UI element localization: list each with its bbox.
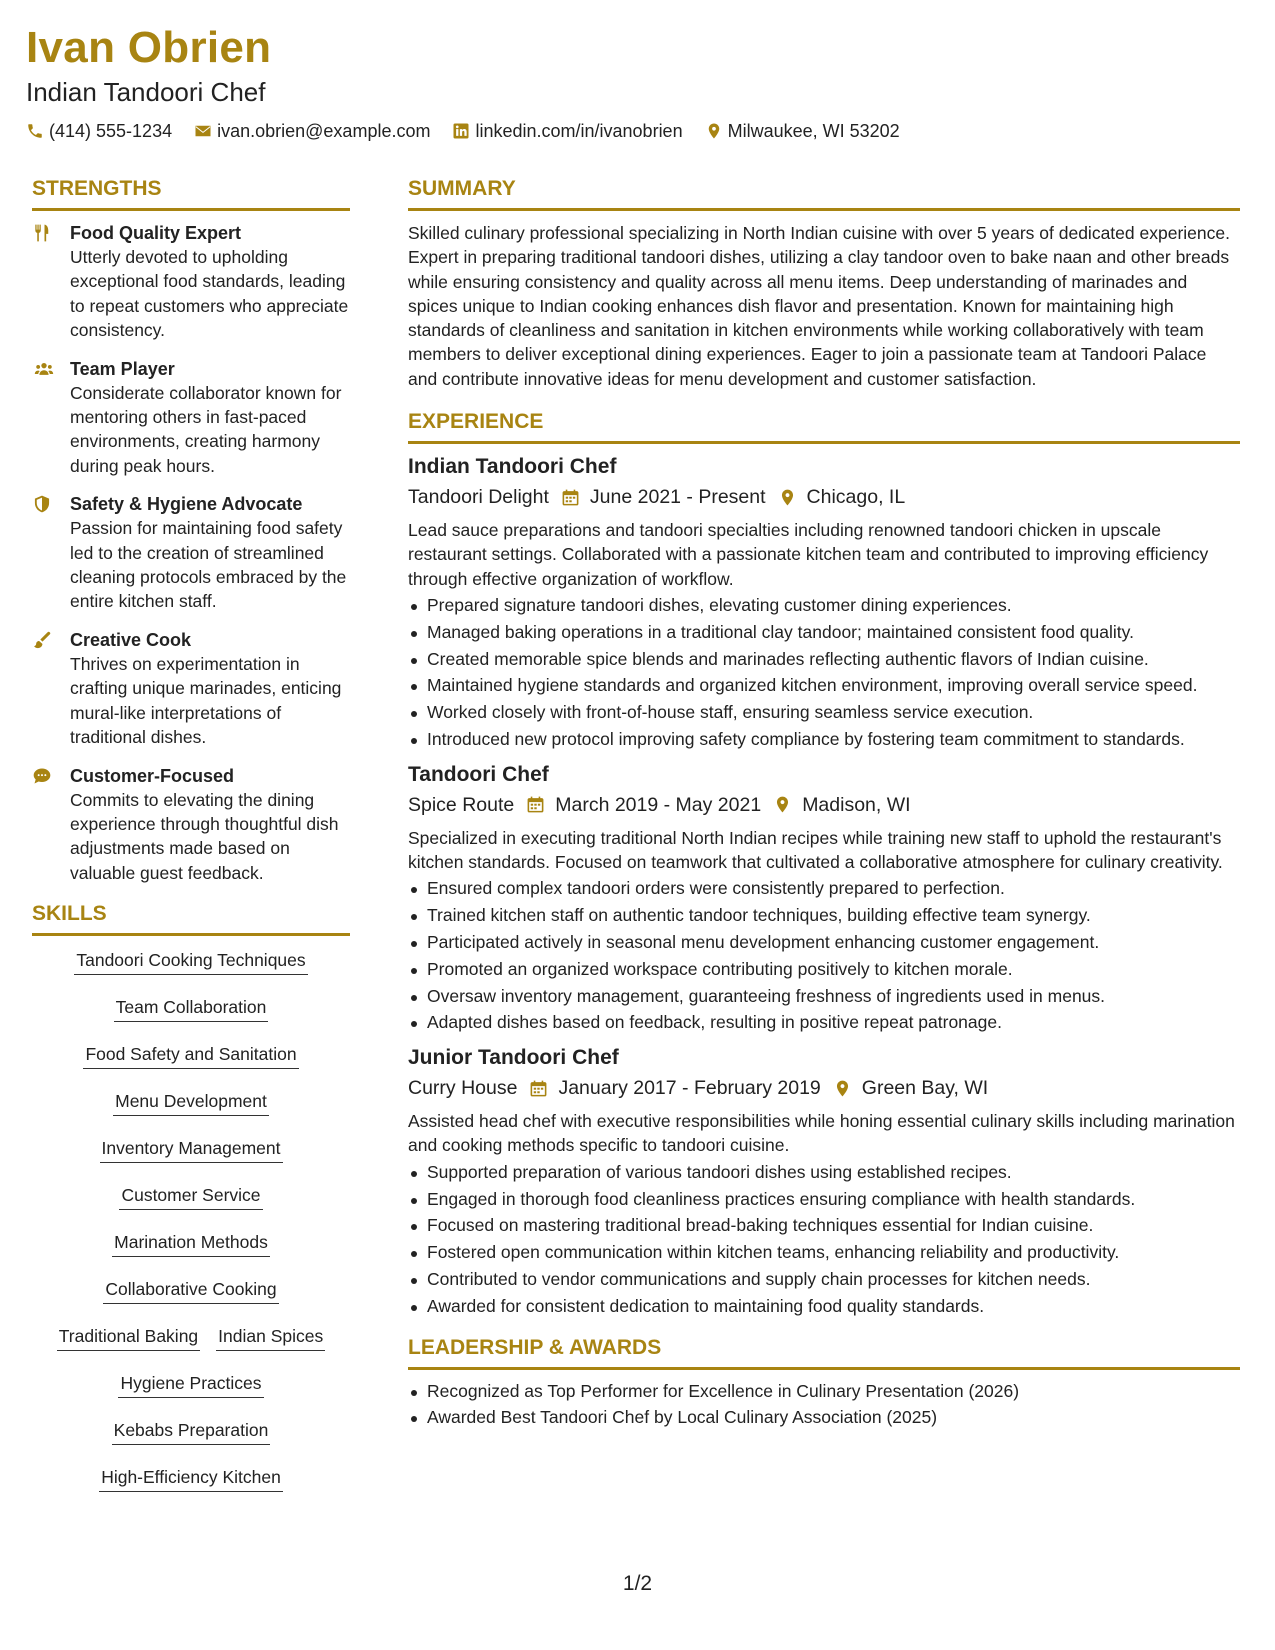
job-entry <box>408 454 1240 752</box>
job-location: Madison, WI <box>802 793 911 816</box>
strength-item <box>32 357 350 479</box>
list-item: Oversaw inventory management, guaranteeing freshness of ingredients used in menus. <box>408 985 1240 1009</box>
strength-item <box>32 628 350 750</box>
phone-icon <box>26 122 44 140</box>
strength-desc: Utterly devoted to upholding exceptional food standards, leading to repeat customers who appreciate consistency. <box>70 247 349 341</box>
skill-tag: Customer Service <box>119 1183 262 1210</box>
list-item: Engaged in thorough food cleanliness practices ensuring compliance with health standards. <box>408 1188 1240 1212</box>
right-column <box>408 176 1240 1430</box>
calendar-icon <box>561 488 580 507</box>
linkedin-text[interactable]: linkedin.com/in/ivanobrien <box>475 121 683 141</box>
strength-item <box>32 492 350 614</box>
list-item: Focused on mastering traditional bread-baking techniques essential for Indian cuisine. <box>408 1214 1240 1238</box>
job-description: Lead sauce preparations and tandoori specialties including renowned tandoori chicken in upscale restaurant settings. Collaborated with a passionate kitchen team and contributed to improving efficiency through effective organization of workflow. <box>408 520 1209 589</box>
linkedin-icon <box>452 122 470 140</box>
job-company: Spice Route <box>408 793 515 816</box>
list-item: Supported preparation of various tandoori dishes using established recipes. <box>408 1161 1240 1185</box>
experience-heading: EXPERIENCE <box>408 409 1240 444</box>
list-item: Worked closely with front-of-house staff, ensuring seamless service execution. <box>408 701 1240 725</box>
skill-tag: Inventory Management <box>100 1136 283 1163</box>
strength-desc: Commits to elevating the dining experience through thoughtful dish adjustments made based on valuable guest feedback. <box>70 789 339 883</box>
skill-tag: Traditional Baking <box>57 1324 200 1351</box>
job-company: Tandoori Delight <box>408 486 549 509</box>
contact-bar <box>26 120 1246 142</box>
awards-list <box>408 1380 1240 1431</box>
comment-icon <box>32 766 52 786</box>
list-item: Maintained hygiene standards and organized kitchen environment, improving overall service speed. <box>408 674 1240 698</box>
resume-header <box>26 22 1246 142</box>
skills-heading: SKILLS <box>32 901 350 936</box>
location-text: Milwaukee, WI 53202 <box>727 121 900 141</box>
job-dates: January 2017 - February 2019 <box>558 1077 821 1100</box>
map-pin-icon <box>833 1079 852 1098</box>
list-item: Participated actively in seasonal menu development enhancing customer engagement. <box>408 931 1240 955</box>
job-description: Assisted head chef with executive responsibilities while honing essential culinary skills including marination and cooking methods specific to tandoori cuisine. <box>408 1111 1235 1156</box>
job-location: Green Bay, WI <box>861 1077 989 1100</box>
list-item: Awarded Best Tandoori Chef by Local Culinary Association (2025) <box>408 1406 1240 1430</box>
job-bullets <box>408 1161 1240 1319</box>
list-item: Awarded for consistent dedication to maintaining food quality standards. <box>408 1295 1240 1319</box>
email-text[interactable]: ivan.obrien@example.com <box>217 121 431 141</box>
utensils-icon <box>32 223 52 243</box>
left-column <box>32 176 350 1512</box>
job-meta <box>408 792 1240 818</box>
contact-location <box>705 120 900 142</box>
job-role: Indian Tandoori Chef <box>408 455 617 479</box>
strength-desc: Thrives on experimentation in crafting unique marinades, enticing mural-like interpretations of traditional dishes. <box>70 653 342 748</box>
list-item: Recognized as Top Performer for Excellence in Culinary Presentation (2026) <box>408 1380 1240 1404</box>
job-bullets <box>408 594 1240 752</box>
skill-tag: Tandoori Cooking Techniques <box>74 948 307 975</box>
list-item: Promoted an organized workspace contributing positively to kitchen morale. <box>408 958 1240 982</box>
job-meta <box>408 484 1240 510</box>
strength-title: Creative Cook <box>70 629 192 650</box>
job-description: Specialized in executing traditional North Indian recipes while training new staff to uphold the restaurant's kitchen standards. Focused on teamwork that cultivated a collaborative atmosphere for culinary creativity. <box>408 827 1223 873</box>
summary-text: Skilled culinary professional specializing in North Indian cuisine with over 5 years of dedicated experience. Expert in preparing traditional tandoori dishes, utilizing a clay tandoor oven to bake naan and other breads while ensuring consistency and quality across all menu items. Deep understanding of marinades and spices unique to Indian cooking enhances dish flavor and presentation. Known for maintaining high standards of cleanliness and sanitation in kitchen environments while working collaboratively with team members to deliver exceptional dining experiences. Eager to join a passionate team at Tandoori Palace and contribute innovative ideas for menu development and customer satisfaction. <box>408 223 1230 389</box>
calendar-icon <box>529 1079 548 1098</box>
skill-tag: Menu Development <box>113 1089 269 1116</box>
summary-heading: SUMMARY <box>408 176 1240 211</box>
list-item: Ensured complex tandoori orders were consistently prepared to perfection. <box>408 877 1240 901</box>
list-item: Fostered open communication within kitchen teams, enhancing reliability and productivity. <box>408 1241 1240 1265</box>
job-entry <box>408 1045 1240 1318</box>
job-company: Curry House <box>408 1077 518 1100</box>
list-item: Managed baking operations in a traditional clay tandoor; maintained consistent food quality. <box>408 621 1240 645</box>
page-number: 1/2 <box>622 1572 653 1595</box>
calendar-icon <box>526 795 545 814</box>
skill-tag: Hygiene Practices <box>118 1371 263 1398</box>
strength-title: Food Quality Expert <box>70 223 242 243</box>
strength-desc: Passion for maintaining food safety led to the creation of streamlined cleaning protocols embraced by the entire kitchen staff. <box>70 518 347 612</box>
strength-title: Team Player <box>70 358 175 379</box>
job-role: Junior Tandoori Chef <box>408 1046 619 1070</box>
list-item: Contributed to vendor communications and supply chain processes for kitchen needs. <box>408 1268 1240 1292</box>
candidate-name: Ivan Obrien <box>26 23 272 72</box>
skill-tag: Indian Spices <box>216 1324 325 1351</box>
skill-tag: Marination Methods <box>112 1230 270 1257</box>
candidate-title: Indian Tandoori Chef <box>26 77 266 107</box>
list-item: Introduced new protocol improving safety compliance by fostering team commitment to standards. <box>408 728 1240 752</box>
envelope-icon <box>194 122 212 140</box>
skill-tag: Team Collaboration <box>114 995 269 1022</box>
job-meta <box>408 1075 1240 1101</box>
list-item: Adapted dishes based on feedback, resulting in positive repeat patronage. <box>408 1011 1240 1035</box>
job-dates: March 2019 - May 2021 <box>555 793 762 816</box>
contact-email[interactable] <box>194 120 430 142</box>
users-icon <box>32 359 56 379</box>
strength-desc: Considerate collaborator known for mentoring others in fast-paced environments, creating harmony during peak hours. <box>70 382 342 476</box>
skill-tag: High-Efficiency Kitchen <box>99 1465 283 1492</box>
map-pin-icon <box>705 122 723 140</box>
job-bullets <box>408 877 1240 1035</box>
list-item: Prepared signature tandoori dishes, elevating customer dining experiences. <box>408 594 1240 618</box>
list-item: Trained kitchen staff on authentic tandoor techniques, building effective team synergy. <box>408 904 1240 928</box>
job-entry <box>408 762 1240 1035</box>
brush-icon <box>32 630 52 650</box>
strength-title: Customer-Focused <box>70 765 235 786</box>
contact-linkedin[interactable] <box>452 120 682 142</box>
job-location: Chicago, IL <box>806 486 906 509</box>
strength-item <box>32 221 350 343</box>
map-pin-icon <box>778 488 797 507</box>
map-pin-icon <box>773 795 792 814</box>
skill-tag: Kebabs Preparation <box>112 1418 271 1445</box>
job-dates: June 2021 - Present <box>589 486 766 509</box>
strength-item <box>32 764 350 886</box>
shield-icon <box>32 494 52 514</box>
phone-text: (414) 555-1234 <box>49 121 173 141</box>
list-item: Created memorable spice blends and marinades reflecting authentic flavors of Indian cuisine. <box>408 648 1240 672</box>
strengths-heading: STRENGTHS <box>32 176 350 211</box>
contact-phone <box>26 120 172 142</box>
skill-tag: Food Safety and Sanitation <box>83 1042 298 1069</box>
job-role: Tandoori Chef <box>408 762 549 786</box>
skill-tag: Collaborative Cooking <box>103 1277 278 1304</box>
awards-heading: LEADERSHIP & AWARDS <box>408 1335 1240 1370</box>
skills-list <box>32 948 350 1512</box>
strength-title: Safety & Hygiene Advocate <box>70 494 303 515</box>
